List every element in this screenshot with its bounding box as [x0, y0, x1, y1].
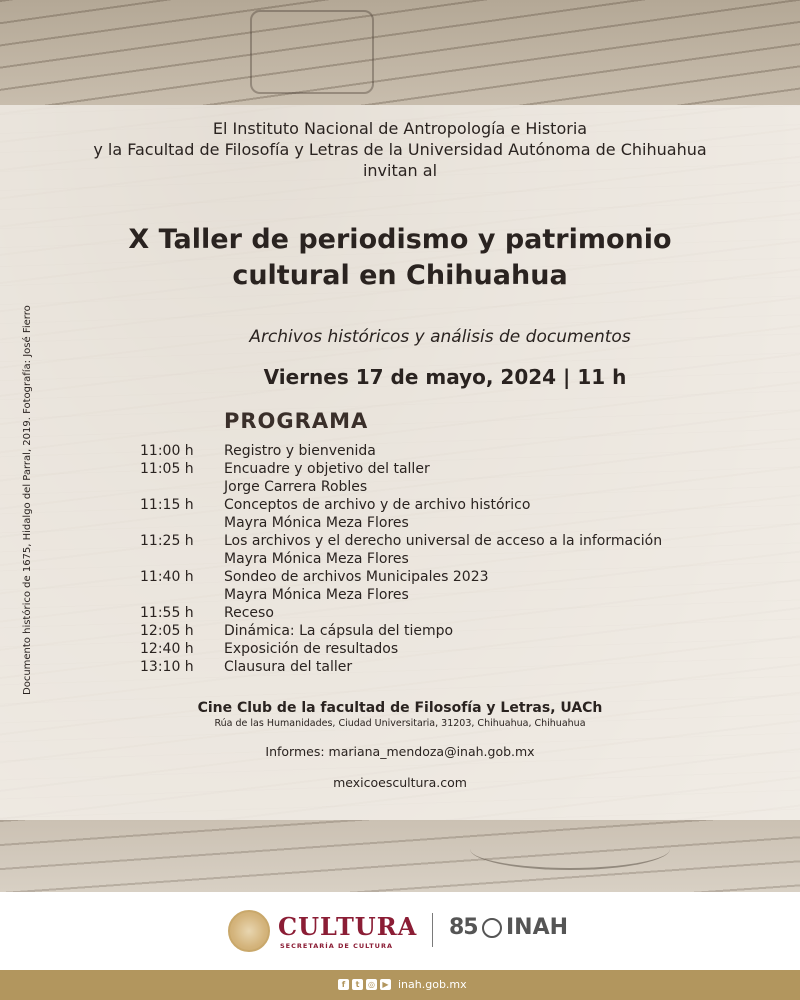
- secretaria-logo-text: SECRETARÍA DE CULTURA: [280, 942, 393, 950]
- footer-site-link[interactable]: inah.gob.mx: [398, 978, 467, 991]
- program-schedule: [140, 442, 740, 676]
- title-line: cultural en Chihuahua: [232, 260, 568, 291]
- event-subtitle: Archivos históricos y análisis de documentos: [249, 327, 631, 347]
- event-date: Viernes 17 de mayo, 2024 | 11 h: [263, 365, 627, 389]
- program-activity: Encuadre y objetivo del taller: [224, 461, 430, 477]
- document-photo-top: [0, 0, 800, 105]
- inah-emblem-icon: [482, 918, 502, 938]
- program-activity: Clausura del taller: [224, 659, 353, 675]
- social-icons: [338, 979, 391, 990]
- program-speaker: Mayra Mónica Meza Flores: [224, 515, 409, 531]
- youtube-icon[interactable]: ▶: [380, 979, 391, 990]
- program-activity: Dinámica: La cápsula del tiempo: [224, 623, 454, 639]
- program-time: 11:05 h: [140, 461, 194, 477]
- program-activity: Los archivos y el derecho universal de acceso a la información: [224, 533, 663, 549]
- program-time: 11:00 h: [140, 443, 194, 459]
- facebook-icon[interactable]: f: [338, 979, 349, 990]
- contact-info: Informes: mariana_mendoza@inah.gob.mx: [265, 744, 535, 759]
- program-row: [140, 622, 740, 640]
- program-row: [140, 640, 740, 658]
- program-speaker: Mayra Mónica Meza Flores: [224, 587, 409, 603]
- event-title: [0, 222, 800, 294]
- program-time: 12:05 h: [140, 623, 194, 639]
- inah-logo-text: INAH: [506, 915, 569, 940]
- program-row: [140, 658, 740, 676]
- program-time: 11:40 h: [140, 569, 194, 585]
- program-time: 11:55 h: [140, 605, 194, 621]
- program-row: [140, 568, 740, 586]
- title-line: X Taller de periodismo y patrimonio: [128, 224, 672, 255]
- photo-credit: Documento histórico de 1675, Hidalgo del Parral, 2019. Fotografía: José Fierro: [22, 305, 33, 695]
- instagram-icon[interactable]: ◎: [366, 979, 377, 990]
- program-row: [140, 532, 740, 550]
- invitation-line: El Instituto Nacional de Antropología e Historia: [212, 119, 588, 138]
- logo-divider: [432, 913, 433, 947]
- program-time: 12:40 h: [140, 641, 194, 657]
- program-time: 11:25 h: [140, 533, 194, 549]
- program-speaker: Mayra Mónica Meza Flores: [224, 551, 409, 567]
- program-activity: Exposición de resultados: [224, 641, 399, 657]
- address: Rúa de las Humanidades, Ciudad Universitaria, 31203, Chihuahua, Chihuahua: [214, 718, 586, 729]
- mexico-seal-icon: [228, 910, 270, 952]
- venue: Cine Club de la facultad de Filosofía y Letras, UACh: [197, 700, 603, 716]
- program-activity: Sondeo de archivos Municipales 2023: [224, 569, 489, 585]
- program-time: 11:15 h: [140, 497, 194, 513]
- program-row: [140, 496, 740, 514]
- twitter-icon[interactable]: t: [352, 979, 363, 990]
- program-row: [140, 442, 740, 460]
- inah-85-text: 85: [449, 915, 478, 940]
- invitation-text: [0, 118, 800, 181]
- program-row: [140, 460, 740, 478]
- program-heading: PROGRAMA: [224, 409, 369, 433]
- invitation-line: y la Facultad de Filosofía y Letras de la Universidad Autónoma de Chihuahua: [93, 140, 707, 159]
- website-link[interactable]: mexicoescultura.com: [333, 775, 467, 790]
- program-row: [140, 604, 740, 622]
- invitation-line: invitan al: [362, 161, 438, 180]
- program-time: 13:10 h: [140, 659, 194, 675]
- program-speaker: Jorge Carrera Robles: [224, 479, 368, 495]
- historic-seal-drawing: [250, 10, 374, 94]
- historic-signature-drawing: [470, 828, 670, 870]
- program-activity: Receso: [224, 605, 274, 621]
- document-photo-bottom: [0, 820, 800, 892]
- cultura-logo-text: CULTURA: [278, 912, 418, 941]
- program-activity: Conceptos de archivo y de archivo histórico: [224, 497, 531, 513]
- program-activity: Registro y bienvenida: [224, 443, 376, 459]
